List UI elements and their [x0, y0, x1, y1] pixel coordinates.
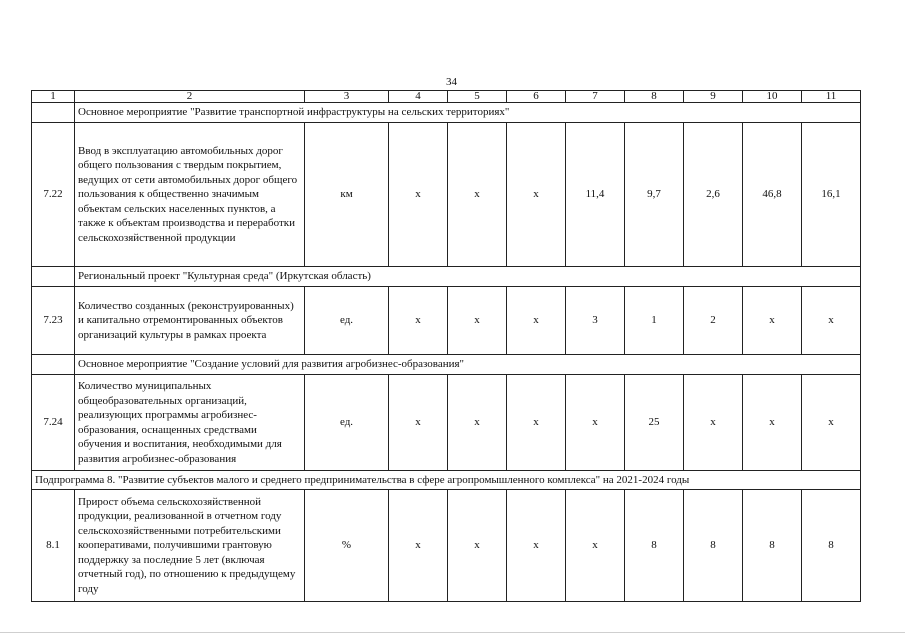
section-title: Региональный проект "Культурная среда" (Иркутская область) [75, 267, 861, 287]
value-cell: 9,7 [625, 123, 684, 267]
indicator-description: Ввод в эксплуатацию автомобильных дорог общего пользования с твердым покрытием, ведущих от сети автомобильных дорог общего пользования к общественно значимым объектам сельских населенных пунктов, а также к объектам производства и переработки сельскохозяйственной продукции [75, 123, 305, 267]
value-cell: х [684, 375, 743, 471]
subprogram-row [32, 471, 861, 490]
value-cell: х [566, 490, 625, 602]
value-cell: 1 [625, 287, 684, 355]
unit-cell: ед. [305, 375, 389, 471]
value-cell: х [507, 287, 566, 355]
value-cell: 3 [566, 287, 625, 355]
column-number: 5 [448, 91, 507, 103]
value-cell: 16,1 [802, 123, 861, 267]
column-number: 3 [305, 91, 389, 103]
value-cell: 25 [625, 375, 684, 471]
value-cell: х [389, 287, 448, 355]
row-number: 7.22 [32, 123, 75, 267]
table-row [32, 287, 861, 355]
row-number: 7.24 [32, 375, 75, 471]
scan-edge-line [0, 632, 905, 633]
row-number: 8.1 [32, 490, 75, 602]
value-cell: х [448, 287, 507, 355]
value-cell: 8 [684, 490, 743, 602]
table-row [32, 490, 861, 602]
column-number: 10 [743, 91, 802, 103]
column-number: 2 [75, 91, 305, 103]
table-row [32, 123, 861, 267]
value-cell: х [507, 123, 566, 267]
unit-cell: ед. [305, 287, 389, 355]
column-number: 9 [684, 91, 743, 103]
unit-cell: км [305, 123, 389, 267]
value-cell: 11,4 [566, 123, 625, 267]
section-row [32, 103, 861, 123]
value-cell: 8 [625, 490, 684, 602]
value-cell: х [448, 123, 507, 267]
indicator-description: Количество созданных (реконструированных) и капитально отремонтированных объектов организаций культуры в рамках проекта [75, 287, 305, 355]
column-number: 1 [32, 91, 75, 103]
row-number: 7.23 [32, 287, 75, 355]
indicators-table [31, 90, 861, 602]
value-cell: х [448, 490, 507, 602]
section-title: Основное мероприятие "Создание условий для развития агробизнес-образования" [75, 355, 861, 375]
unit-cell: % [305, 490, 389, 602]
value-cell: х [743, 375, 802, 471]
value-cell: 2 [684, 287, 743, 355]
value-cell: х [507, 490, 566, 602]
value-cell: х [802, 375, 861, 471]
value-cell: х [743, 287, 802, 355]
section-title: Основное мероприятие "Развитие транспортной инфраструктуры на сельских территориях" [75, 103, 861, 123]
subprogram-title: Подпрограмма 8. "Развитие субъектов малого и среднего предпринимательства в сфере агропромышленного комплекса" на 2021-2024 годы [32, 471, 861, 490]
table-row [32, 375, 861, 471]
column-number: 6 [507, 91, 566, 103]
value-cell: х [389, 375, 448, 471]
value-cell: х [566, 375, 625, 471]
indicator-description: Прирост объема сельскохозяйственной продукции, реализованной в отчетном году сельскохозяйственными потребительскими кооперативами, получившими грантовую поддержку за последние 5 лет (включая отчетный год), по отношению к предыдущему году [75, 490, 305, 602]
section-row [32, 267, 861, 287]
value-cell: х [507, 375, 566, 471]
section-row [32, 355, 861, 375]
indicator-description: Количество муниципальных общеобразовательных организаций, реализующих программы агробизнес-образования, оснащенных средствами обучения и воспитания, необходимыми для развития агробизнес-образования [75, 375, 305, 471]
value-cell: 2,6 [684, 123, 743, 267]
value-cell: 8 [802, 490, 861, 602]
value-cell: х [389, 490, 448, 602]
column-number: 11 [802, 91, 861, 103]
column-number: 8 [625, 91, 684, 103]
value-cell: 8 [743, 490, 802, 602]
value-cell: 46,8 [743, 123, 802, 267]
value-cell: х [448, 375, 507, 471]
value-cell: х [389, 123, 448, 267]
column-number: 4 [389, 91, 448, 103]
value-cell: х [802, 287, 861, 355]
column-number: 7 [566, 91, 625, 103]
column-number-row [32, 91, 861, 103]
page-number: 34 [446, 76, 457, 88]
